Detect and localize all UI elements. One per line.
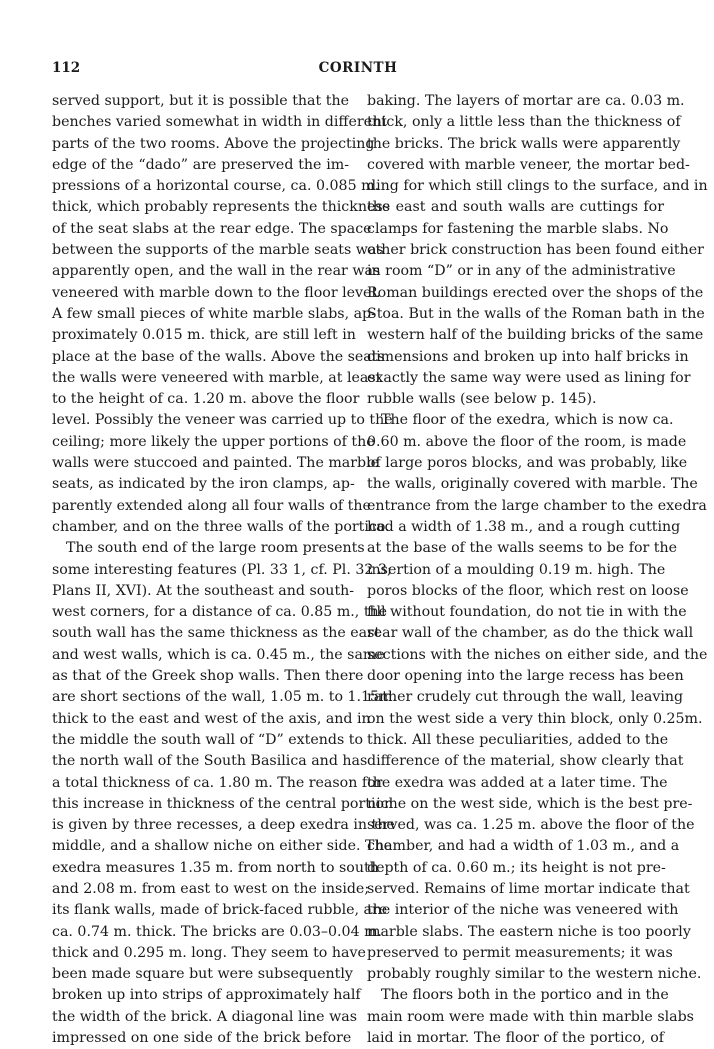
text-line: covered with marble veneer, the mortar bed- — [367, 156, 690, 173]
text-line: The floors both in the portico and in the — [381, 987, 669, 1004]
page-header — [52, 60, 664, 82]
text-line: chamber, and on the three walls of the portico. — [52, 518, 390, 535]
text-line: thick, only a little less than the thickness of — [367, 114, 681, 131]
text-line: ding for which still clings to the surface, and in — [367, 178, 708, 195]
text-line: main room were made with thin marble slabs — [367, 1008, 694, 1025]
text-line: are short sections of the wall, 1.05 m. to 1.15m. — [52, 689, 398, 706]
text-line: some interesting features (Pl. 33 1, cf. Pl. 32 3; — [52, 561, 392, 578]
page-number: 112 — [52, 60, 81, 76]
text-line: insertion of a moulding 0.19 m. high. The — [367, 561, 666, 578]
text-line: and west walls, which is ca. 0.45 m., the same — [52, 646, 385, 663]
text-line: preserved to permit measurements; it was — [367, 944, 673, 961]
text-line: impressed on one side of the brick before — [52, 1030, 352, 1047]
text-line: been made square but were subsequently — [52, 966, 353, 983]
text-line: 0.60 m. above the floor of the room, is made — [367, 433, 687, 450]
text-line: proximately 0.015 m. thick, are still left in — [52, 327, 356, 344]
text-line: south wall has the same thickness as the east — [52, 625, 381, 642]
text-line: apparently open, and the wall in the rear was — [52, 263, 381, 280]
text-line: pressions of a horizontal course, ca. 0.085 m. — [52, 178, 380, 195]
text-line: on the west side a very thin block, only 0.25m. — [367, 710, 703, 727]
text-line: A few small pieces of white marble slabs, ap- — [52, 305, 376, 322]
text-line: probably roughly similar to the western niche. — [367, 966, 702, 983]
text-line: chamber, and had a width of 1.03 m., and a — [367, 838, 680, 855]
text-line: west corners, for a distance of ca. 0.85 m., the — [52, 604, 388, 621]
text-line: and 2.08 m. from east to west on the inside; — [52, 880, 370, 897]
text-line: the walls, originally covered with marble. The — [367, 476, 698, 493]
text-line: Plans II, XVI). At the southeast and south- — [52, 582, 355, 599]
text-line: to the height of ca. 1.20 m. above the floor — [52, 391, 360, 408]
text-line: place at the base of the walls. Above the seats — [52, 348, 385, 365]
text-line: walls were stuccoed and painted. The marble — [52, 455, 380, 472]
text-line: the north wall of the South Basilica and has — [52, 753, 368, 770]
text-line: parently extended along all four walls of the — [52, 497, 371, 514]
text-line: of large poros blocks, and was probably, like — [367, 455, 688, 472]
text-line: exedra measures 1.35 m. from north to south — [52, 859, 379, 876]
text-line: difference of the material, show clearly that — [367, 753, 684, 770]
text-line: baking. The layers of mortar are ca. 0.03 m. — [367, 93, 685, 109]
text-line: depth of ca. 0.60 m.; its height is not pre- — [367, 859, 666, 876]
text-line: rather crudely cut through the wall, leaving — [367, 689, 684, 706]
text-line: door opening into the large recess has been — [367, 668, 684, 685]
text-line: the exedra was added at a later time. The — [367, 774, 668, 791]
text-line: the east and south walls are cuttings for — [367, 199, 664, 216]
text-line: the walls were veneered with marble, at least — [52, 369, 382, 386]
text-line: a total thickness of ca. 1.80 m. The reason for — [52, 774, 383, 791]
text-line: veneered with marble down to the floor level. — [52, 284, 381, 301]
text-line: edge of the “dado” are preserved the im- — [52, 156, 349, 173]
running-head: CORINTH — [318, 60, 398, 76]
text-line: other brick construction has been found either — [367, 242, 704, 259]
text-line: had a width of 1.38 m., and a rough cutting — [367, 518, 681, 535]
text-line: served support, but it is possible that the — [52, 93, 349, 109]
text-line: western half of the building bricks of the same — [367, 327, 704, 344]
text-line: thick. All these peculiarities, added to the — [367, 731, 669, 748]
text-line: thick and 0.295 m. long. They seem to have — [52, 944, 366, 961]
text-line: Stoa. But in the walls of the Roman bath in the — [367, 305, 705, 322]
text-line: seats, as indicated by the iron clamps, ap- — [52, 476, 355, 493]
text-line: The floor of the exedra, which is now ca. — [381, 412, 674, 429]
text-line: of the seat slabs at the rear edge. The space — [52, 220, 372, 237]
text-line: level. Possibly the veneer was carried up to the — [52, 412, 393, 429]
text-line: this increase in thickness of the central portion — [52, 795, 394, 812]
text-line: marble slabs. The eastern niche is too poorly — [367, 923, 691, 940]
text-line: as that of the Greek shop walls. Then there — [52, 668, 364, 685]
text-line: laid in mortar. The floor of the portico, of — [367, 1030, 664, 1047]
text-line: ca. 0.74 m. thick. The bricks are 0.03–0.04 m. — [52, 923, 383, 940]
text-line: at the base of the walls seems to be for the — [367, 540, 678, 557]
text-line: clamps for fastening the marble slabs. No — [367, 220, 669, 237]
text-line: parts of the two rooms. Above the projecting — [52, 135, 375, 152]
text-line: its flank walls, made of brick-faced rubble, are — [52, 902, 388, 919]
text-line: the interior of the niche was veneered with — [367, 902, 679, 919]
text-line: The south end of the large room presents — [66, 540, 365, 557]
text-line: entrance from the large chamber to the exedra — [367, 497, 707, 514]
text-line: rubble walls (see below p. 145). — [367, 391, 597, 408]
left-text-column — [52, 91, 398, 1049]
text-line: exactly the same way were used as lining for — [367, 369, 691, 386]
text-line: benches varied somewhat in width in different — [52, 114, 387, 131]
text-line: the bricks. The brick walls were apparently — [367, 135, 681, 152]
text-line: the middle the south wall of “D” extends to — [52, 731, 364, 748]
text-line: dimensions and broken up into half bricks in — [367, 348, 689, 365]
text-line: between the supports of the marble seats was — [52, 242, 384, 259]
text-line: fill without foundation, do not tie in with the — [367, 604, 687, 621]
text-line: thick to the east and west of the axis, and in — [52, 710, 371, 727]
right-text-column — [367, 91, 708, 1049]
text-line: served. Remains of lime mortar indicate that — [367, 880, 690, 897]
text-line: niche on the west side, which is the best pre- — [367, 795, 693, 812]
text-line: Roman buildings erected over the shops of the — [367, 284, 704, 301]
text-line: served, was ca. 1.25 m. above the floor of the — [367, 817, 695, 834]
text-line: rear wall of the chamber, as do the thick wall — [367, 625, 694, 642]
text-line: sections with the niches on either side, and the — [367, 646, 708, 663]
text-line: middle, and a shallow niche on either side. The — [52, 838, 393, 855]
text-line: thick, which probably represents the thickness — [52, 199, 390, 216]
text-line: in room “D” or in any of the administrative — [367, 263, 676, 280]
text-line: poros blocks of the floor, which rest on loose — [367, 582, 689, 599]
text-line: is given by three recesses, a deep exedra in the — [52, 817, 395, 834]
text-line: broken up into strips of approximately half — [52, 987, 361, 1004]
text-line: the width of the brick. A diagonal line was — [52, 1008, 357, 1025]
text-line: ceiling; more likely the upper portions of the — [52, 433, 375, 450]
